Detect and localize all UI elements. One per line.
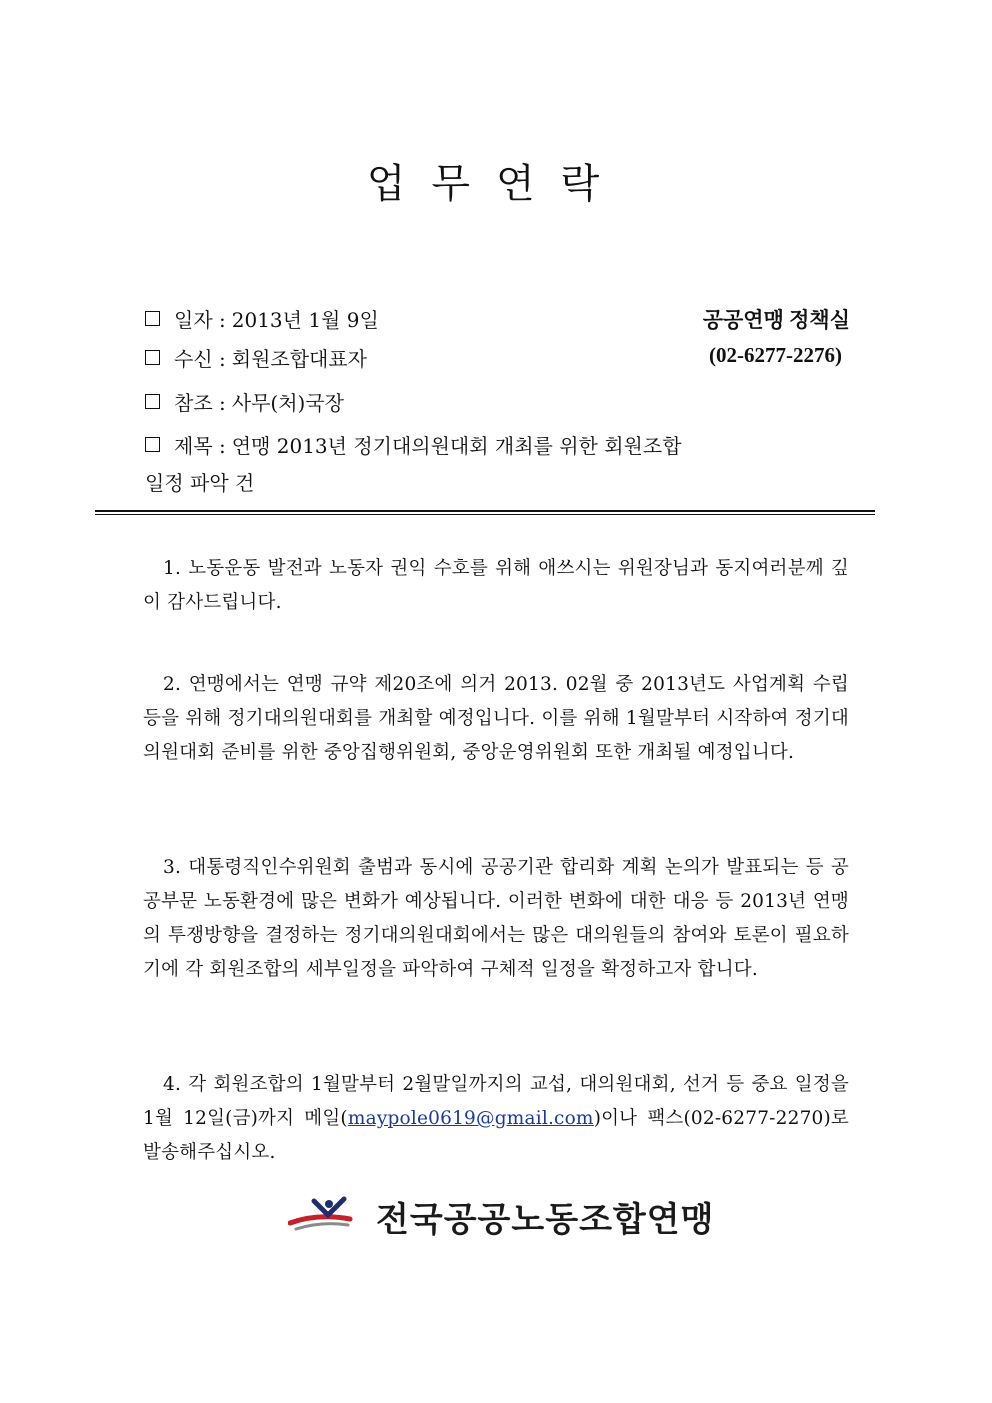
subject-label: 제목 : [174,434,226,458]
subject-line [145,430,682,459]
reference-value: 사무(처)국장 [231,391,344,415]
recipient-value: 회원조합대표자 [231,347,367,371]
checkbox-icon [145,311,160,326]
sender-phone: (02-6277-2276) [709,343,842,367]
recipient-line [145,343,367,372]
checkbox-icon [145,350,160,365]
paragraph-2 [143,668,849,770]
paragraph-4-text-before: 4. 각 회원조합의 1월말부터 2월말일까지의 교섭, 대의원대회, 선거 등 중요 일정을 1월 12일(금)까지 메일( [143,1074,849,1129]
sender-name: 공공연맹 정책실 [702,308,850,332]
logo-text: 전국공공노동조합연맹 [376,1199,715,1240]
document-title: 업무연락 [366,161,626,207]
subject-line-2 [145,467,254,496]
header-divider [95,510,875,512]
logo-emblem-icon [288,1191,368,1241]
recipient-label: 수신 : [174,347,226,371]
date-line [145,304,379,333]
subject-value-continued: 일정 파악 건 [145,471,255,495]
checkbox-icon [145,394,160,409]
reference-label: 참조 : [174,391,226,415]
union-logo [288,1188,818,1244]
date-value: 2013년 1월 9일 [231,308,379,332]
paragraph-3-text: 3. 대통령직인수위원회 출범과 동시에 공공기관 합리화 계획 논의가 발표되는 등 공공부문 노동환경에 많은 변화가 예상됩니다. 이러한 변화에 대한 대응 등 2013년 연맹의 투쟁방향을 결정하는 정기대의원대회에서는 많은 대의원들의 참여와 토론이 필요하기에 각 회원조합의 세부일정을 파악하여 구체적 일정을 확정하고자 합니다. [143,857,849,980]
email-link[interactable]: maypole0619@gmail.com [347,1108,594,1129]
checkbox-icon [145,437,160,452]
reference-line [145,387,344,416]
paragraph-4 [143,1068,849,1170]
paragraph-1 [143,552,849,620]
paragraph-1-text: 1. 노동운동 발전과 노동자 권익 수호를 위해 애쓰시는 위원장님과 동지여러분께 깊이 감사드립니다. [143,558,849,613]
header-divider-thin [95,514,875,515]
paragraph-4-text-after: )이나 팩스(02-6277-2270)로 발송해주십시오. [143,1108,849,1163]
paragraph-3 [143,851,849,987]
date-label: 일자 : [174,308,226,332]
subject-value: 연맹 2013년 정기대의원대회 개최를 위한 회원조합 [231,434,682,458]
paragraph-2-text: 2. 연맹에서는 연맹 규약 제20조에 의거 2013. 02월 중 2013년도 사업계획 수립 등을 위해 정기대의원대회를 개최할 예정입니다. 이를 위해 1월말부터 시작하여 정기대의원대회 준비를 위한 중앙집행위원회, 중앙운영위원회 또한 개최될 예정입니다. [143,674,849,763]
